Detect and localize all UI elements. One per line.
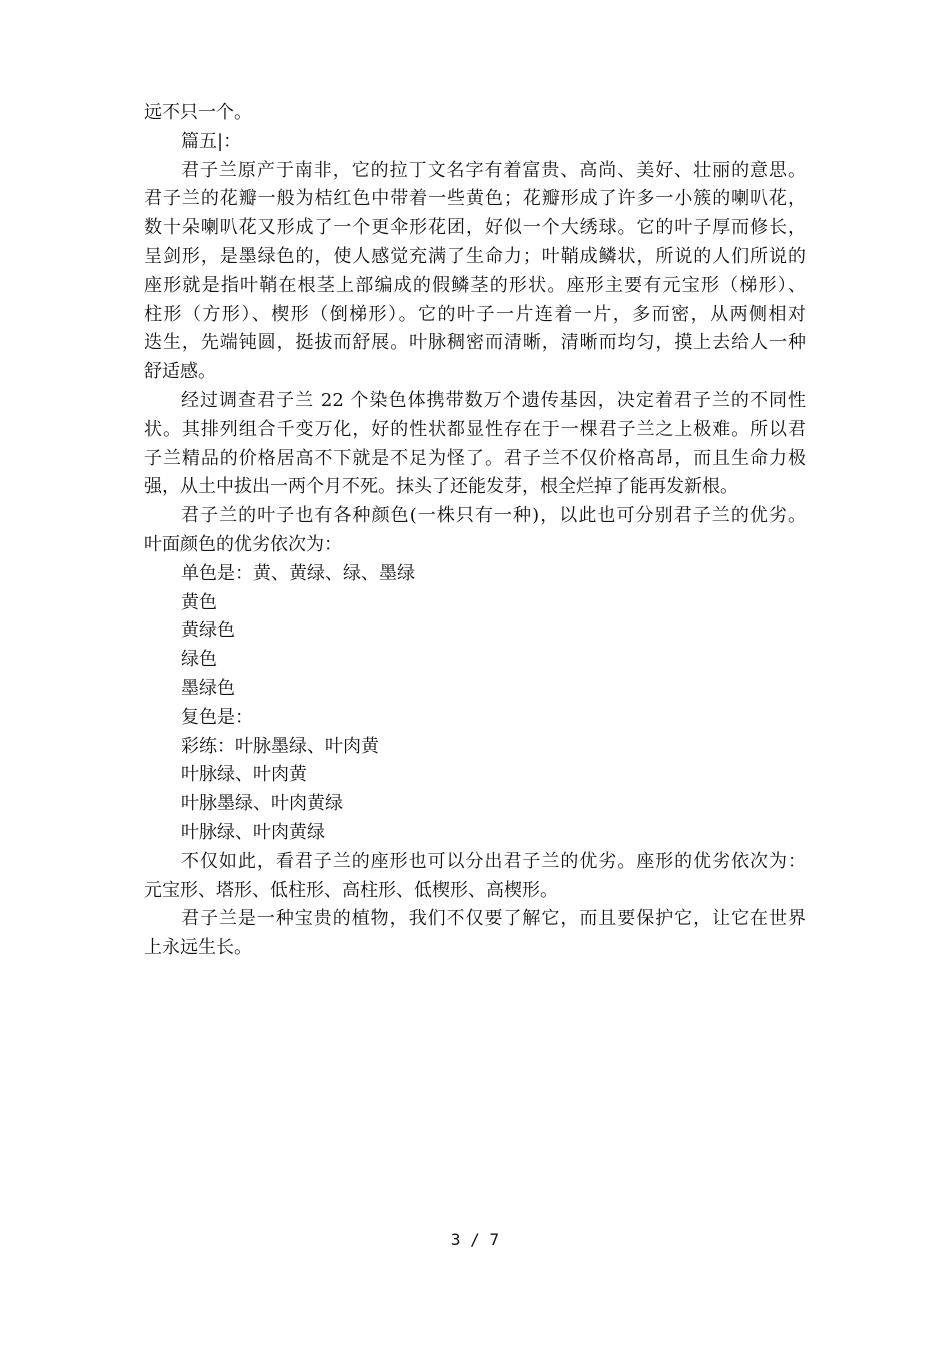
text-line: 迭生，先端钝圆，挺拔而舒展。叶脉稠密而清晰，清晰而均匀，摸上去给人一种 [144,332,806,354]
text-line: 子兰精品的价格居高不下就是不足为怪了。君子兰不仅价格高昂，而且生命力极 [144,447,806,469]
text-line: 柱形（方形）、楔形（倒梯形）。它的叶子一片连着一片，多而密，从两侧相对 [144,303,806,325]
document-body [144,99,806,963]
text-line: 座形就是指叶鞘在根茎上部编成的假鳞茎的形状。座形主要有元宝形（梯形）、 [144,274,806,296]
text-line: 绿色 [181,649,217,671]
text-line: 单色是：黄、黄绿、绿、墨绿 [181,562,415,584]
text-line: 状。其排列组合千变万化，好的性状都显性存在于一棵君子兰之上极难。所以君 [144,418,806,440]
text-line: 墨绿色 [181,677,235,699]
text-line: 君子兰原产于南非，它的拉丁文名字有着富贵、高尚、美好、壮丽的意思。 [181,159,806,181]
text-line: 黄绿色 [181,620,235,642]
text-line: 元宝形、塔形、低柱形、高柱形、低楔形、高楔形。 [144,879,558,901]
text-line: 叶脉绿、叶肉黄绿 [181,821,325,843]
text-line: 远不只一个。 [144,102,252,123]
text-line: 叶脉墨绿、叶肉黄绿 [181,793,343,815]
text-line: 经过调查君子兰 22 个染色体携带数万个遗传基因，决定着君子兰的不同性 [181,389,806,411]
text-line: 呈剑形，是墨绿色的，使人感觉充满了生命力；叶鞘成鳞状，所说的人们所说的 [144,245,806,267]
text-line: 君子兰的花瓣一般为桔红色中带着一些黄色；花瓣形成了许多一小簇的喇叭花， [144,188,806,210]
text-line: 不仅如此，看君子兰的座形也可以分出君子兰的优劣。座形的优劣依次为： [181,850,806,872]
text-line: 君子兰是一种宝贵的植物，我们不仅要了解它，而且要保护它，让它在世界 [181,908,806,930]
text-line: 强，从土中拔出一两个月不死。抹头了还能发芽，根全烂掉了能再发新根。 [144,476,738,498]
text-line: 舒适感。 [144,361,216,383]
text-line: 复色是： [181,706,253,728]
text-line: 叶面颜色的优劣依次为： [144,533,342,555]
text-line: 黄色 [181,591,217,613]
text-line: 篇五|： [181,130,242,152]
text-line: 君子兰的叶子也有各种颜色(一株只有一种)，以此也可分别君子兰的优劣。 [181,505,806,527]
text-line: 彩练：叶脉墨绿、叶肉黄 [181,735,379,757]
text-line: 叶脉绿、叶肉黄 [181,764,307,786]
text-line: 上永远生长。 [144,937,252,959]
text-line: 数十朵喇叭花又形成了一个更伞形花团，好似一个大绣球。它的叶子厚而修长， [144,217,806,239]
page-number: 3 / 7 [450,1230,500,1249]
